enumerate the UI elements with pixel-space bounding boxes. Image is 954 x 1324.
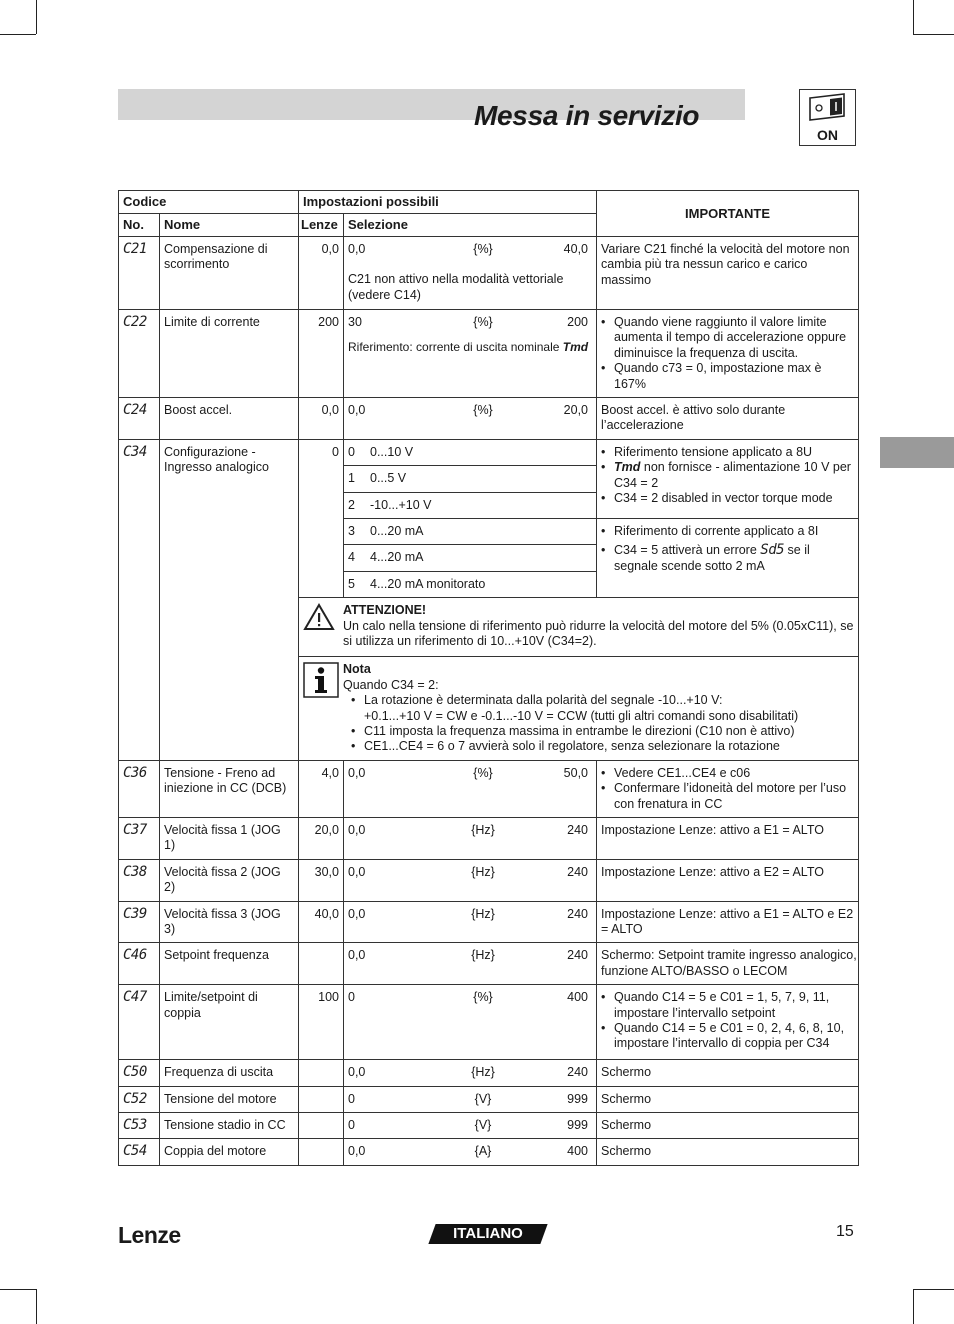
section-tab (880, 437, 954, 468)
sel-max: 240 (567, 906, 589, 921)
list-item: • Quando c73 = 0, impostazione max è 167% (614, 361, 854, 392)
sel-max: 240 (567, 822, 589, 837)
important-text: Schermo (597, 1113, 859, 1139)
sel-unit: {V} (474, 1118, 492, 1132)
sel-unit: {%} (473, 242, 493, 256)
sel-unit: {A} (474, 1144, 492, 1159)
lenze-logo: Lenze (118, 1222, 181, 1248)
list-item: • La rotazione è determinata dalla polarità del segnale -10...+10 V: +0.1...+10 V = CW e -0.1...-10 V = CCW (tutti gli altri comandi sono disabilitati) (364, 693, 798, 724)
sel-max: 999 (567, 1091, 589, 1106)
list-item: • Tmd non fornisce - alimentazione 10 V per C34 = 2 (614, 460, 854, 491)
option-row: 4 4...20 mA (344, 545, 597, 571)
table-row (119, 985, 859, 1060)
crop-mark (0, 34, 36, 35)
code-display: C50 (123, 1064, 147, 1081)
sel-unit: {%} (473, 765, 493, 780)
list-item: • Vedere CE1...CE4 e c06 (614, 766, 854, 781)
sel-max: 20,0 (563, 403, 589, 418)
code-display: C37 (123, 821, 147, 838)
info-icon (303, 662, 343, 754)
on-label: ON (817, 127, 838, 143)
important-text: Schermo (597, 1139, 859, 1165)
crop-mark (36, 1289, 37, 1324)
important-list (601, 990, 854, 1052)
param-name: Tensione del motore (160, 1086, 299, 1112)
sel-unit: {%} (473, 403, 493, 418)
table-row (119, 237, 859, 310)
important-text: Impostazione Lenze: attivo a E1 = ALTO (597, 817, 859, 859)
param-name: Tensione stadio in CC (160, 1113, 299, 1139)
sel-unit: {Hz} (471, 906, 495, 921)
list-item: • Confermare l’idoneità del motore per l’uso con frenatura in CC (614, 781, 854, 812)
sel-min: 0 (348, 990, 355, 1005)
crop-mark (36, 0, 37, 34)
sel-max: 400 (567, 990, 589, 1005)
note-list (343, 693, 798, 755)
table-row (119, 817, 859, 859)
header-impostazioni: Impostazioni possibili (299, 191, 597, 214)
param-name: Setpoint frequenza (160, 943, 299, 985)
important-text: Schermo (597, 1086, 859, 1112)
table-row (119, 859, 859, 901)
code-display: C52 (123, 1090, 147, 1107)
lenze-default: 0 (299, 439, 344, 597)
sel-max: 400 (567, 1144, 589, 1159)
option-row: 0 0...10 V (344, 439, 597, 465)
code-display: C22 (123, 314, 147, 330)
list-item: • CE1...CE4 = 6 o 7 avvierà solo il regolatore, senza selezionare la rotazione (364, 739, 798, 754)
sel-max: 200 (567, 315, 589, 329)
lenze-default: 30,0 (299, 859, 344, 901)
note-intro: Quando C34 = 2: (343, 677, 439, 692)
code-display: C47 (123, 989, 147, 1006)
table-row (119, 1113, 859, 1139)
sel-unit: {Hz} (471, 948, 495, 963)
header-no: No. (119, 214, 160, 237)
table-row (119, 760, 859, 817)
list-item: • C11 imposta la frequenza massima in entrambe le direzioni (C10 non è attivo) (364, 724, 798, 739)
sel-unit: {%} (473, 990, 493, 1005)
language-label: ITALIANO (453, 1225, 523, 1242)
important-list (601, 766, 854, 812)
warning-text: Un calo nella tensione di riferimento può ridurre la velocità del motore del 5% (0.05xC11), se si utilizza un riferimento di 10...+10V (C34=2). (343, 618, 854, 649)
lenze-default: 0,0 (299, 398, 344, 440)
crop-mark (913, 1289, 954, 1290)
list-item: • Riferimento di corrente applicato a 8I (614, 524, 854, 539)
important-text: Schermo: Setpoint tramite ingresso analogico, funzione ALTO/BASSO o LECOM (597, 943, 859, 985)
header-selezione: Selezione (344, 214, 597, 237)
param-name: Configurazione - Ingresso analogico (160, 439, 299, 760)
sel-unit: {Hz} (471, 1065, 495, 1080)
code-display: C38 (123, 863, 147, 880)
sel-min: 0,0 (348, 906, 366, 921)
sel-min: 0,0 (348, 765, 366, 780)
table-row (119, 943, 859, 985)
param-name: Limite di corrente (160, 310, 299, 398)
param-name: Frequenza di uscita (160, 1060, 299, 1086)
page-number: 15 (836, 1223, 854, 1240)
header-nome: Nome (160, 214, 299, 237)
sel-min: 0,0 (348, 864, 366, 879)
sel-min: 0 (348, 1118, 355, 1132)
sel-max: 50,0 (563, 765, 589, 780)
lenze-default: 20,0 (299, 817, 344, 859)
code-display: C21 (123, 241, 147, 257)
important-list (601, 445, 854, 507)
param-name: Boost accel. (160, 398, 299, 440)
lenze-default (299, 1113, 344, 1139)
sel-min: 0,0 (348, 948, 366, 963)
important-text: Schermo (597, 1060, 859, 1086)
crop-mark (913, 0, 914, 34)
sel-min: 0,0 (348, 403, 366, 418)
crop-mark (913, 34, 954, 35)
lenze-default: 0,0 (299, 237, 344, 310)
list-item: • Quando viene raggiunto il valore limite aumenta il tempo di accelerazione oppure diminuisce la frequenza di uscita. (614, 315, 854, 361)
lenze-default: 4,0 (299, 760, 344, 817)
important-list (601, 315, 854, 392)
warning-title: ATTENZIONE! (343, 603, 427, 618)
list-item: • Quando C14 = 5 e C01 = 0, 2, 4, 6, 8, 10, impostare l’intervallo di coppia per C34 (614, 1021, 854, 1052)
code-display: C53 (123, 1117, 147, 1133)
sel-max: 240 (567, 864, 589, 879)
param-name: Tensione - Freno ad iniezione in CC (DCB) (160, 760, 299, 817)
note-title: Nota (343, 662, 371, 677)
param-name: Velocità fissa 2 (JOG 2) (160, 859, 299, 901)
header-codice: Codice (119, 191, 299, 214)
code-display: C36 (123, 764, 147, 781)
param-name: Velocità fissa 3 (JOG 3) (160, 901, 299, 943)
code-display: C39 (123, 905, 147, 922)
important-list (601, 524, 854, 574)
code-display: C54 (123, 1143, 147, 1160)
param-name: Compensazione di scorrimento (160, 237, 299, 310)
table-row (119, 901, 859, 943)
table-row (119, 398, 859, 440)
warning-icon (303, 603, 343, 649)
sel-max: 40,0 (563, 242, 589, 256)
table-row (119, 1060, 859, 1086)
param-name: Coppia del motore (160, 1139, 299, 1165)
page-title: Messa in servizio (474, 100, 700, 131)
lenze-default: 100 (299, 985, 344, 1060)
lenze-default (299, 1086, 344, 1112)
sel-max: 240 (567, 1065, 589, 1080)
sel-min: 0,0 (348, 1144, 366, 1159)
crop-mark (0, 1289, 36, 1290)
sel-min: 0,0 (348, 1065, 366, 1080)
sel-unit: {V} (474, 1091, 492, 1106)
param-name: Limite/setpoint di coppia (160, 985, 299, 1060)
sel-min: 0,0 (348, 242, 366, 256)
list-item: • Riferimento tensione applicato a 8U (614, 445, 854, 460)
sel-unit: {Hz} (471, 864, 495, 879)
code-display: C24 (123, 402, 147, 419)
list-item: • C34 = 2 disabled in vector torque mode (614, 491, 854, 506)
header-importante: IMPORTANTE (597, 191, 859, 237)
sel-note: Riferimento: corrente di uscita nominale Tmd (348, 340, 589, 355)
lenze-default (299, 943, 344, 985)
important-text: Boost accel. è attivo solo durante l’accelerazione (597, 398, 859, 440)
parameter-table (118, 190, 859, 1166)
sel-max: 240 (567, 948, 589, 963)
code-display: C46 (123, 947, 147, 964)
lenze-default: 40,0 (299, 901, 344, 943)
option-row: 2 -10...+10 V (344, 492, 597, 518)
sel-note: C21 non attivo nella modalità vettoriale (vedere C14) (348, 272, 564, 302)
option-row: 5 4...20 mA monitorato (344, 571, 597, 597)
sel-min: 0 (348, 1091, 355, 1106)
table-row (119, 310, 859, 398)
lenze-default (299, 1060, 344, 1086)
list-item: • Quando C14 = 5 e C01 = 1, 5, 7, 9, 11, impostare l’intervallo setpoint (614, 990, 854, 1021)
crop-mark (913, 1289, 914, 1324)
code-display: C34 (123, 443, 147, 460)
sel-max: 999 (567, 1118, 589, 1132)
table-row (119, 1139, 859, 1165)
sel-unit: {%} (473, 315, 493, 329)
list-item: • C34 = 5 attiverà un errore Sd5 se il segnale scende sotto 2 mA (614, 543, 854, 574)
option-row: 3 0...20 mA (344, 519, 597, 545)
table-row (119, 1086, 859, 1112)
option-row: 1 0...5 V (344, 466, 597, 492)
sel-unit: {Hz} (471, 822, 495, 837)
lenze-default (299, 1139, 344, 1165)
important-text: Impostazione Lenze: attivo a E1 = ALTO e E2 = ALTO (597, 901, 859, 943)
lenze-default: 200 (299, 310, 344, 398)
important-text: Variare C21 finché la velocità del motore non cambia più tra nessun carico e carico massimo (597, 237, 859, 310)
sel-min: 0,0 (348, 822, 366, 837)
table-row (119, 439, 859, 465)
param-name: Velocità fissa 1 (JOG 1) (160, 817, 299, 859)
sel-min: 30 (348, 315, 362, 329)
header-lenze: Lenze (299, 214, 344, 237)
power-switch-icon (799, 89, 856, 146)
important-text: Impostazione Lenze: attivo a E2 = ALTO (597, 859, 859, 901)
